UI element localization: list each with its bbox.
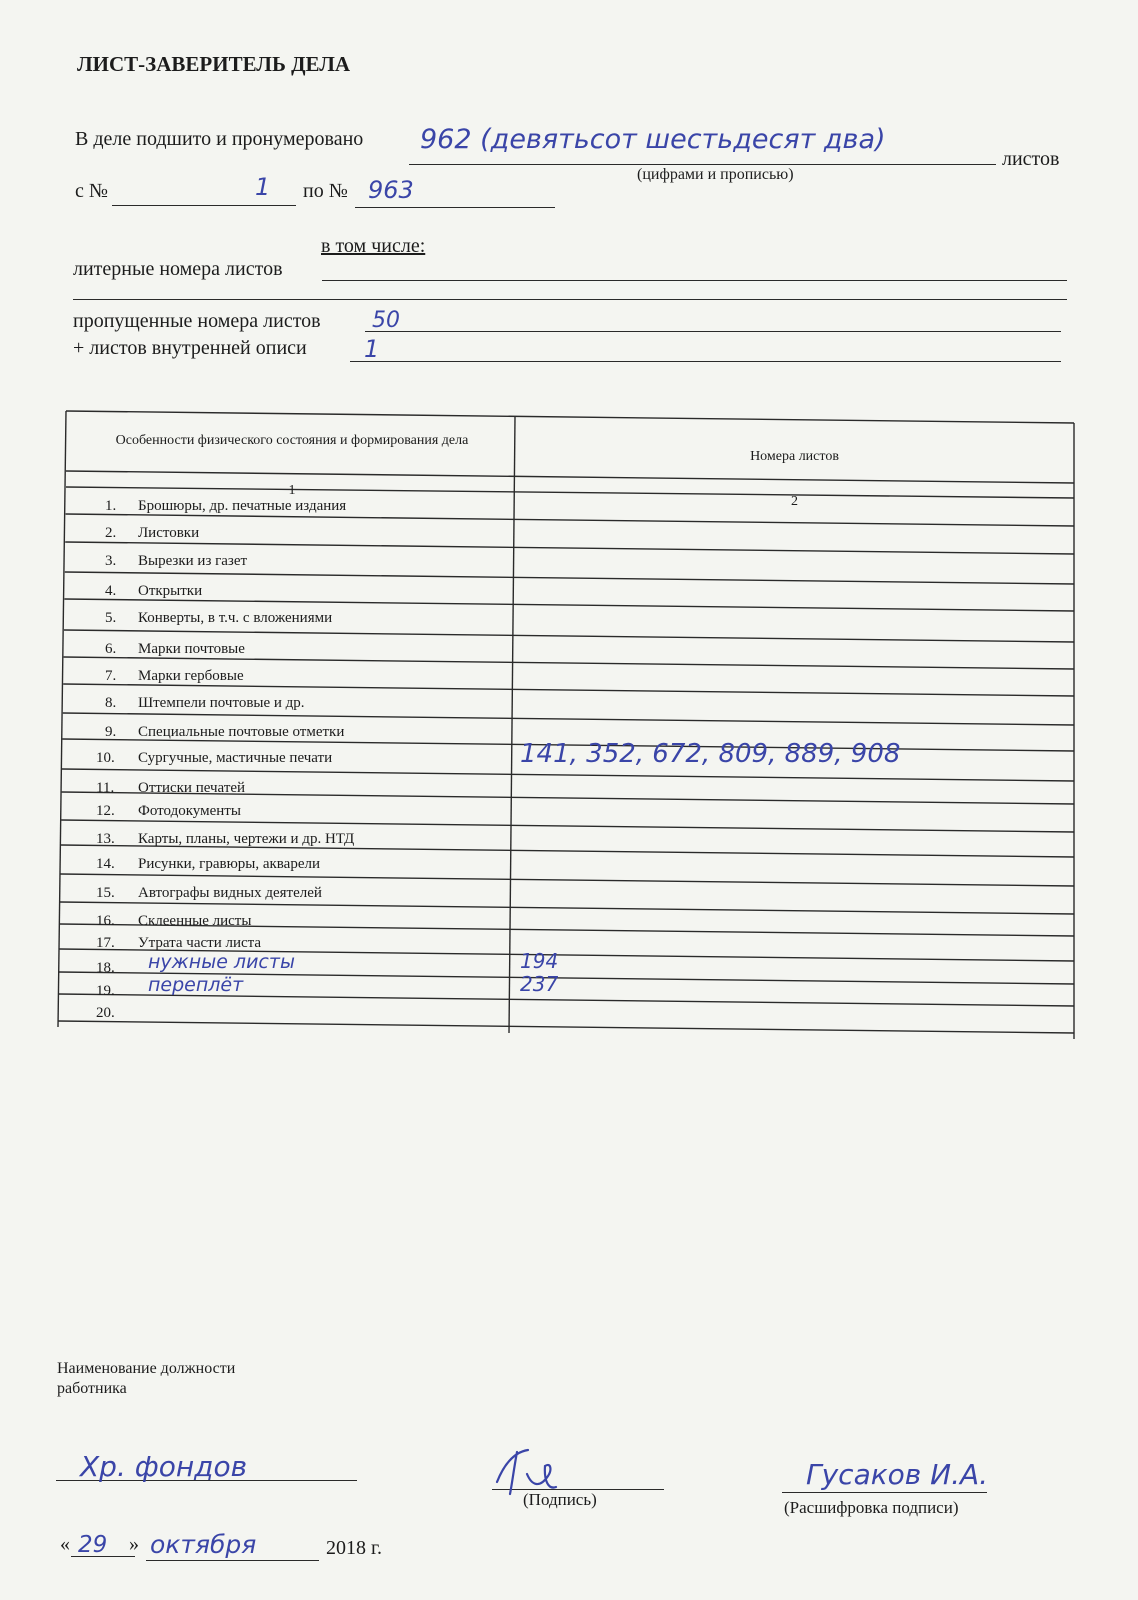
row-label: Склеенные листы bbox=[138, 913, 252, 929]
inner-value[interactable]: 1 bbox=[364, 335, 380, 363]
date-month-underline bbox=[146, 1560, 319, 1561]
date-open-quote: « bbox=[60, 1533, 70, 1555]
row-sheet-numbers[interactable]: 237 bbox=[520, 972, 559, 996]
row-number: 16. bbox=[96, 913, 115, 929]
row-number: 1. bbox=[105, 498, 117, 514]
document-title: ЛИСТ-ЗАВЕРИТЕЛЬ ДЕЛА bbox=[77, 52, 351, 76]
date-close-quote: » bbox=[129, 1533, 139, 1555]
sheets-word: листов bbox=[1002, 148, 1060, 170]
col1-number: 1 bbox=[288, 483, 296, 498]
sewn-value[interactable]: 962 (девятьсот шестьдесят два) bbox=[420, 124, 886, 155]
row-number: 7. bbox=[105, 668, 117, 684]
from-value[interactable]: 1 bbox=[255, 173, 271, 201]
row-label: Брошюры, др. печатные издания bbox=[138, 498, 347, 514]
row-number: 19. bbox=[96, 983, 115, 999]
position-label: Наименование должности bbox=[57, 1360, 236, 1377]
row-number: 2. bbox=[105, 525, 117, 541]
row-label: Карты, планы, чертежи и др. НТД bbox=[138, 831, 355, 847]
date-month[interactable]: октября bbox=[150, 1530, 257, 1559]
date-year: 2018 г. bbox=[326, 1537, 382, 1559]
row-number: 17. bbox=[96, 935, 115, 951]
row-label: Автографы видных деятелей bbox=[138, 885, 322, 901]
row-label: Утрата части листа bbox=[138, 935, 262, 951]
row-number: 14. bbox=[96, 856, 115, 872]
row-label[interactable]: нужные листы bbox=[148, 951, 295, 973]
row-label: Сургучные, мастичные печати bbox=[138, 750, 333, 766]
row-number: 18. bbox=[96, 960, 115, 976]
inner-label: + листов внутренней описи bbox=[73, 337, 307, 359]
decode-underline bbox=[782, 1492, 987, 1493]
row-label: Листовки bbox=[138, 525, 200, 541]
row-number: 5. bbox=[105, 610, 117, 626]
col2-header: Номера листов bbox=[750, 449, 839, 464]
row-number: 13. bbox=[96, 831, 115, 847]
sewn-label: В деле подшито и пронумеровано bbox=[75, 128, 364, 150]
row-sheet-numbers[interactable]: 141, 352, 672, 809, 889, 908 bbox=[520, 739, 901, 769]
row-label: Марки гербовые bbox=[138, 668, 244, 684]
row-number: 4. bbox=[105, 583, 117, 599]
sewn-hint: (цифрами и прописью) bbox=[637, 166, 794, 183]
row-number: 15. bbox=[96, 885, 115, 901]
including-label: в том числе: bbox=[321, 235, 426, 257]
to-label: по № bbox=[303, 180, 348, 202]
row-number: 9. bbox=[105, 724, 117, 740]
to-value[interactable]: 963 bbox=[368, 176, 414, 204]
position-label-2: работника bbox=[57, 1380, 127, 1397]
row-label: Рисунки, гравюры, акварели bbox=[138, 856, 321, 872]
col2-number: 2 bbox=[791, 494, 798, 509]
row-number: 3. bbox=[105, 553, 117, 569]
decode-label: (Расшифровка подписи) bbox=[784, 1498, 959, 1517]
row-number: 6. bbox=[105, 641, 117, 657]
letter-label: литерные номера листов bbox=[73, 258, 283, 280]
signature-label: (Подпись) bbox=[523, 1490, 597, 1509]
missed-label: пропущенные номера листов bbox=[73, 310, 321, 332]
row-label: Фотодокументы bbox=[138, 803, 241, 819]
from-label: с № bbox=[75, 180, 108, 202]
date-day[interactable]: 29 bbox=[78, 1532, 108, 1558]
decode-value[interactable]: Гусаков И.А. bbox=[806, 1458, 989, 1491]
row-label[interactable]: переплёт bbox=[148, 974, 244, 996]
row-number: 20. bbox=[96, 1005, 115, 1021]
position-value[interactable]: Хр. фондов bbox=[80, 1450, 248, 1483]
row-label: Специальные почтовые отметки bbox=[138, 724, 345, 740]
row-number: 8. bbox=[105, 695, 117, 711]
missed-value[interactable]: 50 bbox=[372, 308, 400, 333]
row-label: Открытки bbox=[138, 583, 203, 599]
row-label: Вырезки из газет bbox=[138, 553, 248, 569]
row-label: Конверты, в т.ч. с вложениями bbox=[138, 610, 333, 626]
row-number: 10. bbox=[96, 750, 115, 766]
col1-header: Особенности физического состояния и формирования дела bbox=[115, 433, 469, 448]
row-sheet-numbers[interactable]: 194 bbox=[520, 949, 559, 973]
row-label: Штемпели почтовые и др. bbox=[138, 695, 305, 711]
row-number: 12. bbox=[96, 803, 115, 819]
row-label: Марки почтовые bbox=[138, 641, 245, 657]
row-number: 11. bbox=[96, 780, 115, 796]
row-label: Оттиски печатей bbox=[138, 780, 246, 796]
